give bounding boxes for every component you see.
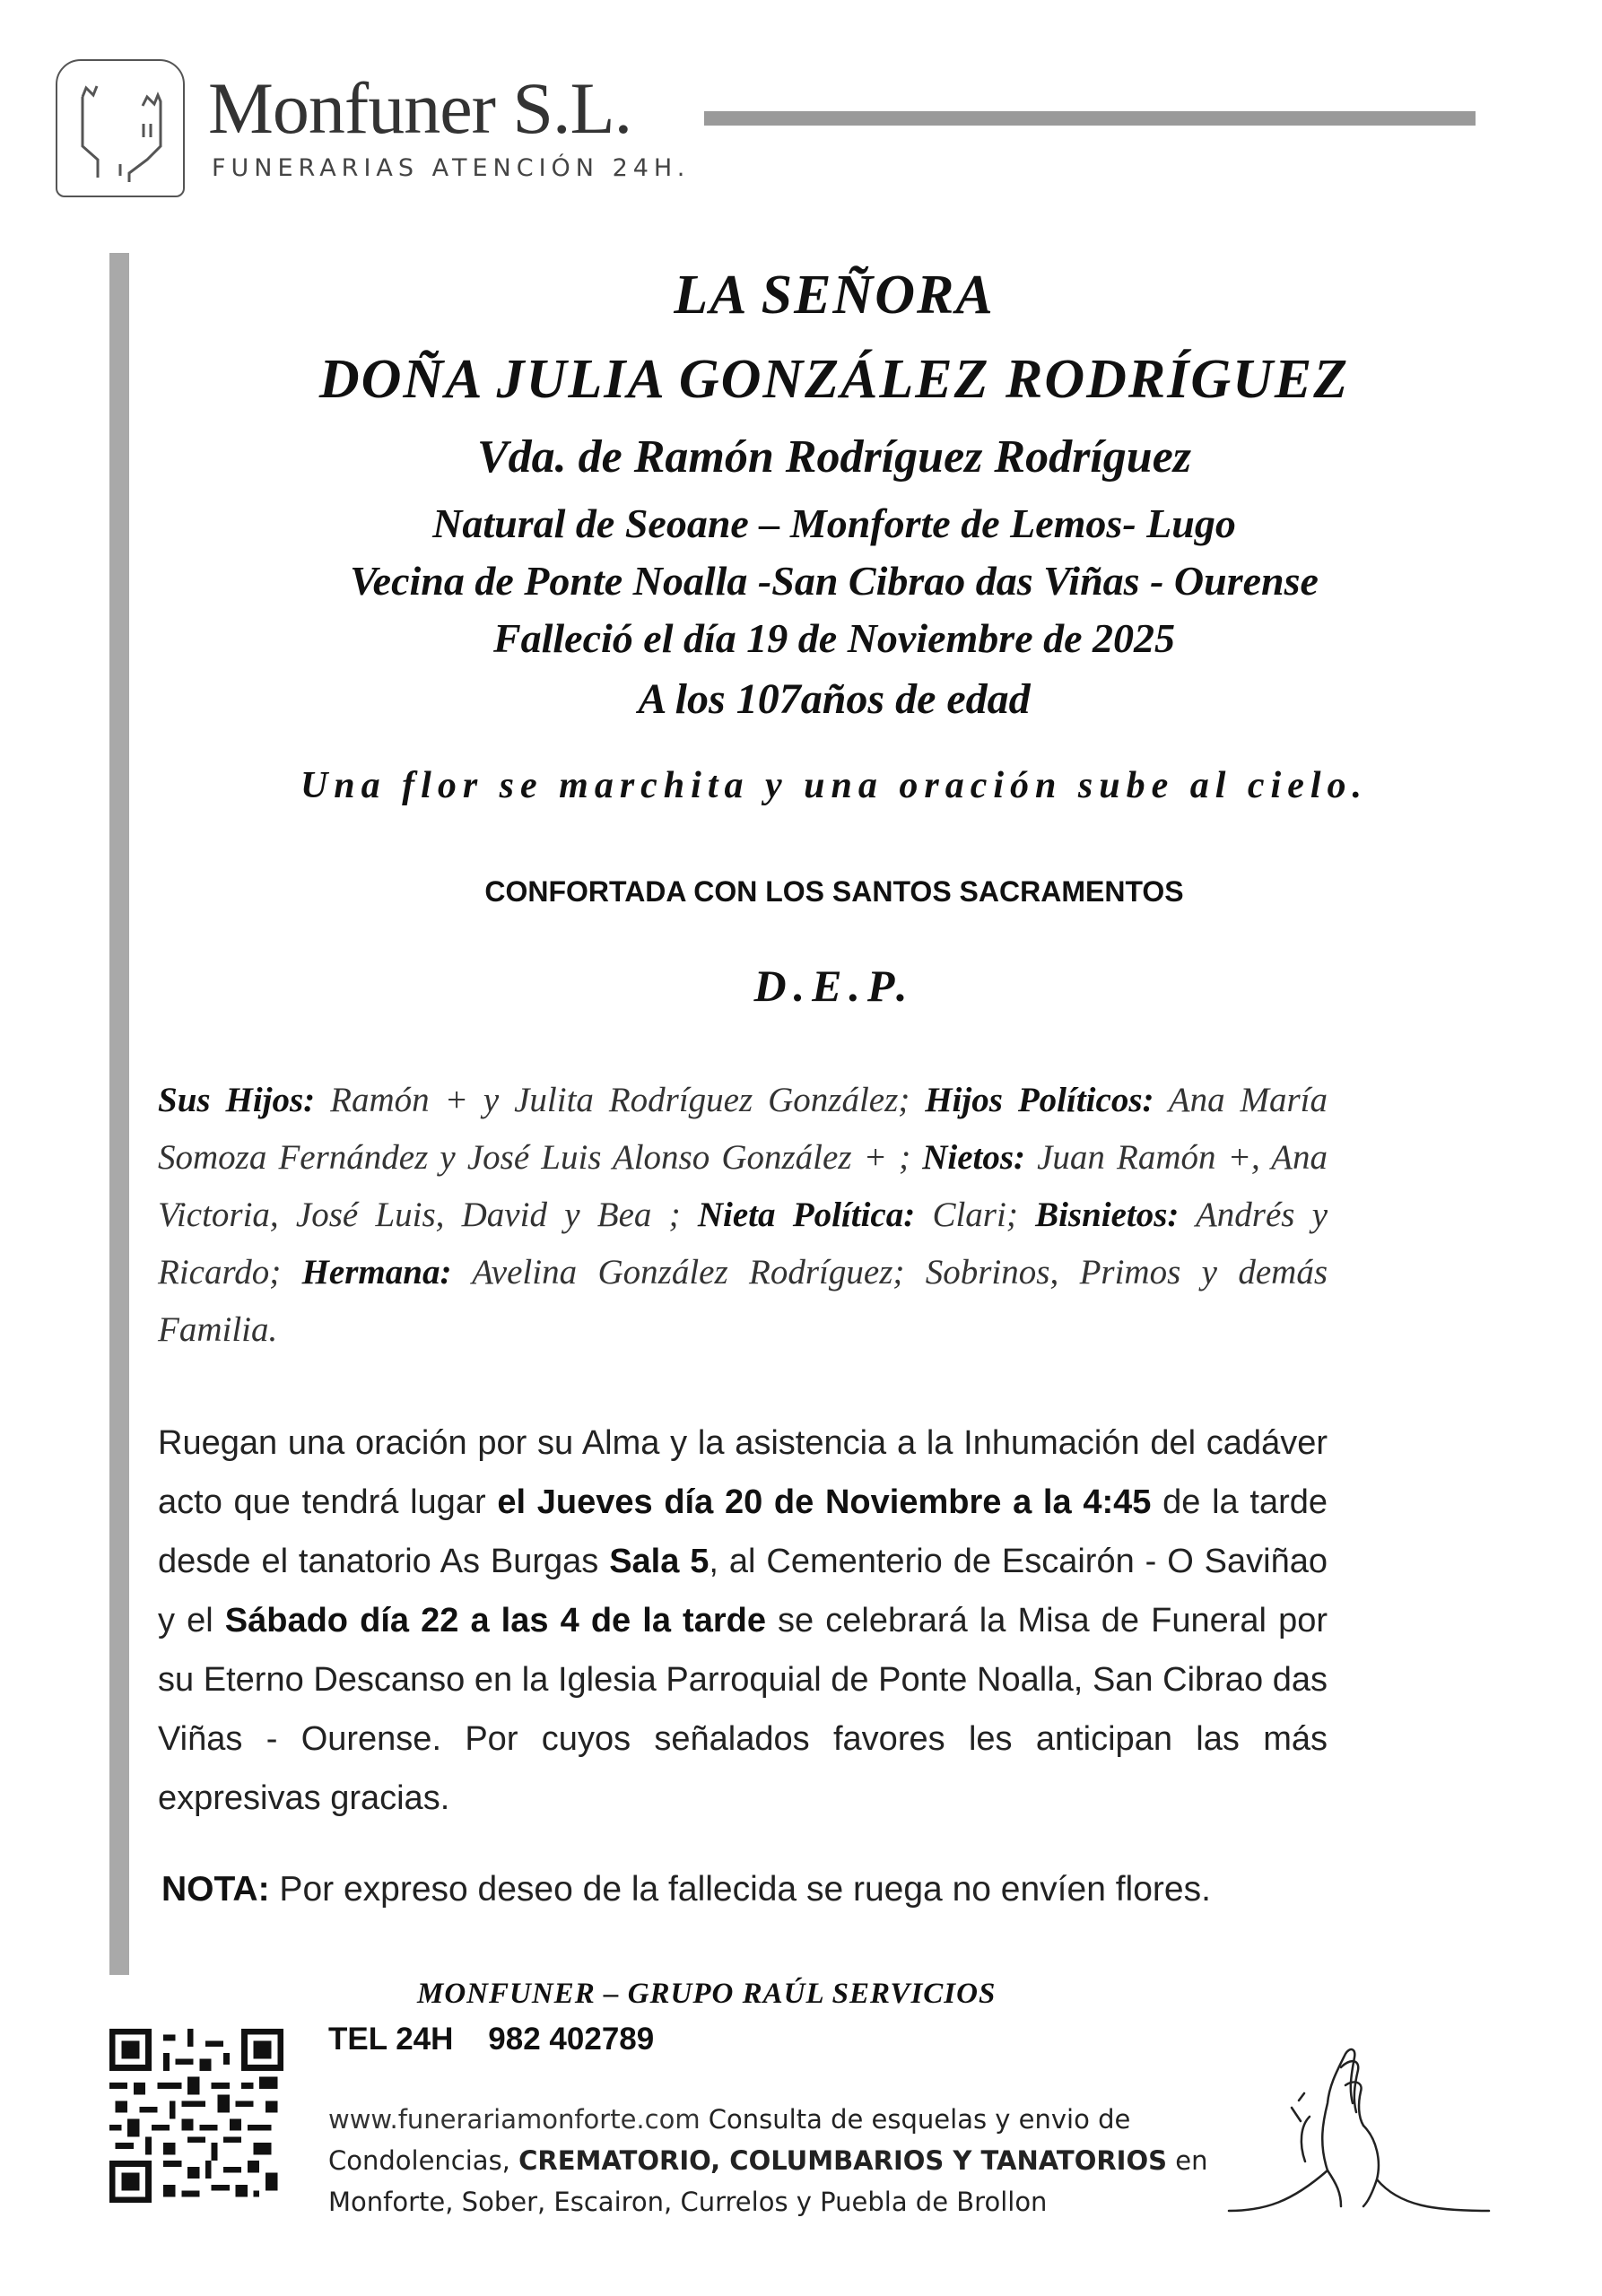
grandchildren-label: Nietos: [922, 1138, 1025, 1177]
burial-datetime: el Jueves día 20 de Noviembre a la 4:45 [497, 1483, 1152, 1521]
great-grandchildren: Andrés y Ricardo; [158, 1196, 1328, 1292]
birthplace: Natural de Seoane – Monforte de Lemos- Lugo [432, 500, 1236, 546]
dep: D.E.P. [753, 961, 915, 1011]
sister: Avelina González Rodríguez; Sobrinos, Primos y demás Familia. [158, 1253, 1328, 1349]
note-text: Por expreso deseo de la fallecida se ruega no envíen flores. [269, 1870, 1211, 1909]
footer-group: MONFUNER – GRUPO RAÚL SERVICIOS [417, 1978, 997, 2010]
in-laws-label: Hijos Políticos: [925, 1081, 1154, 1119]
granddaughter-in-law: Clari; [915, 1196, 1036, 1234]
residence: Vecina de Ponte Noalla -San Cibrao das Viñas - Ourense [350, 558, 1319, 604]
footer-text-1: Consulta de esquelas y envio de Condolencias, [328, 2104, 1131, 2176]
brand-name: Monfuner S.L. [208, 67, 632, 149]
notice-title: LA SEÑORA [674, 265, 995, 326]
age: A los 107años de edad [638, 675, 1031, 723]
grandchildren: Juan Ramón +, Ana Victoria, José Luis, David y Bea ; [158, 1138, 1328, 1234]
in-laws: Ana María Somoza Fernández y José Luis Alonso González + ; [158, 1081, 1328, 1177]
qr-code-icon [109, 2029, 283, 2203]
children-label: Sus Hijos: [158, 1081, 316, 1119]
verse: Una flor se marchita y una oración sube al cielo. [300, 765, 1369, 806]
granddaughter-in-law-label: Nieta Política: [697, 1196, 916, 1234]
room: Sala 5 [609, 1543, 710, 1580]
death-date: Falleció el día 19 de Noviembre de 2025 [492, 615, 1176, 661]
service-text-2: de la tarde desde el tanatorio As Burgas [158, 1483, 1328, 1580]
sister-label: Hermana: [301, 1253, 452, 1292]
widow-of: Vda. de Ramón Rodríguez Rodríguez [476, 431, 1192, 483]
footer-info [328, 2099, 1315, 2222]
note-label: NOTA: [161, 1870, 270, 1909]
website-link[interactable]: www.funerariamonforte.com [328, 2104, 701, 2135]
header-rule [704, 111, 1476, 126]
service-paragraph [158, 1413, 1328, 1828]
family-list [158, 1072, 1328, 1359]
great-grandchildren-label: Bisnietos: [1035, 1196, 1180, 1234]
deceased-name: DOÑA JULIA GONZÁLEZ RODRÍGUEZ [318, 349, 1350, 410]
note [161, 1870, 1211, 1909]
praying-hands-icon [1193, 2036, 1498, 2215]
sacraments-line: CONFORTADA CON LOS SANTOS SACRAMENTOS [484, 875, 1184, 908]
footer-text-2: en Monforte, Sober, Escairon, Currelos y Puebla de Brollon [328, 2145, 1208, 2217]
mass-datetime: Sábado día 22 a las 4 de la tarde [224, 1602, 766, 1639]
company-logo-icon [56, 59, 185, 197]
service-text-1: Ruegan una oración por su Alma y la asistencia a la Inhumación del cadáver acto que tendrá lugar [158, 1424, 1328, 1521]
service-text-4: se celebrará la Misa de Funeral por su Eterno Descanso en la Iglesia Parroquial de Ponte Noalla, San Cibrao das Viñas - Ourense. Por cuyos señalados favores les anticipan las más expresivas gracias. [158, 1602, 1328, 1817]
side-bar [109, 253, 129, 1975]
children: Ramón + y Julita Rodríguez González; [315, 1081, 926, 1119]
phone: TEL 24H 982 402789 [328, 2022, 655, 2057]
services-list: CREMATORIO, COLUMBARIOS Y TANATORIOS [518, 2145, 1168, 2176]
service-text-3: , al Cementerio de Escairón - O Saviñao y el [158, 1543, 1328, 1639]
brand-tagline: FUNERARIAS ATENCIÓN 24H. [212, 154, 691, 182]
